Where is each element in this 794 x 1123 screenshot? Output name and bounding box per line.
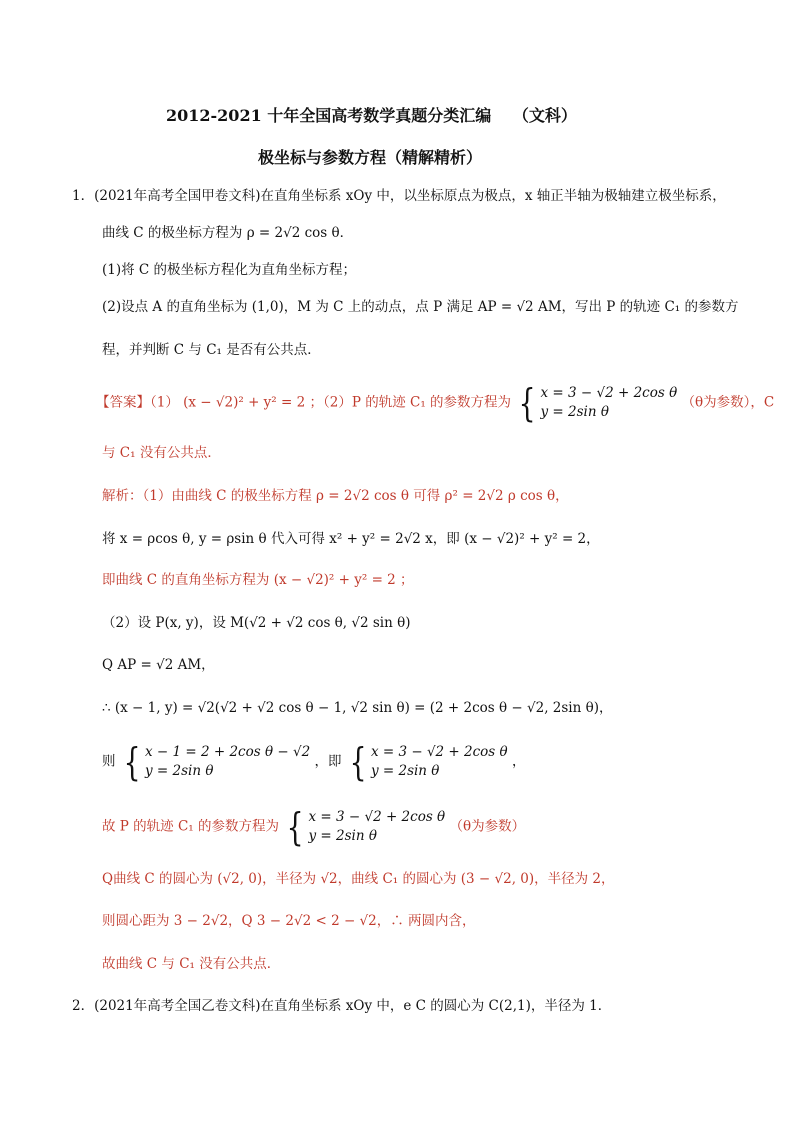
answer-line-2: 与 C₁ 没有公共点． [102, 445, 221, 461]
question-1-equation: 曲线 C 的极坐标方程为 ρ = 2√2 cos θ． [102, 225, 354, 241]
document-title: 2012-2021 十年全国高考数学真题分类汇编 （文科） [166, 106, 577, 125]
solution-line-7 [102, 740, 526, 784]
solution-line-6: ∴ (x − 1, y) = √2(√2 + √2 cos θ − 1, √2 sin θ) = (2 + 2cos θ − √2, 2sin θ)， [102, 700, 613, 716]
brace-icon: { [123, 740, 141, 784]
answer-suffix: （θ为参数），C [681, 394, 775, 411]
solution-line-4: （2）设 P(x, y)，设 M(√2 + √2 cos θ, √2 sin θ) [102, 615, 411, 631]
solution-8-system [283, 805, 446, 849]
document-subtitle: 极坐标与参数方程（精解精析） [258, 148, 483, 167]
answer-prefix: 【答案】（1） (x − √2)² + y² = 2 ；（2）P 的轨迹 C₁ 的参数方程为 [96, 394, 512, 411]
solution-7-system-a [120, 740, 311, 784]
answer-line [96, 381, 775, 425]
question-1-part-2: (2)设点 A 的直角坐标为 (1,0)，M 为 C 上的动点，点 P 满足 AP = √2 AM，写出 P 的轨迹 C₁ 的参数方 [102, 299, 739, 315]
question-1-part-1: (1)将 C 的极坐标方程化为直角坐标方程； [102, 262, 357, 278]
solution-line-10: 则圆心距为 3 − 2√2，Q 3 − 2√2 < 2 − √2，∴ 两圆内含， [102, 913, 476, 929]
answer-system-row-1: x = 3 − √2 + 2cos θ [540, 384, 678, 401]
solution-7-system-b [346, 740, 508, 784]
solution-line-3: 即曲线 C 的直角坐标方程为 (x − √2)² + y² = 2 ； [102, 572, 414, 588]
question-1-part-2-cont: 程，并判断 C 与 C₁ 是否有公共点． [102, 342, 321, 358]
solution-line-11: 故曲线 C 与 C₁ 没有公共点． [102, 956, 281, 972]
brace-icon: { [286, 805, 304, 849]
brace-icon: { [518, 381, 536, 425]
solution-8-row-2: y = 2sin θ [308, 828, 377, 844]
brace-icon: { [349, 740, 367, 784]
question-1-intro: 1．(2021年高考全国甲卷文科)在直角坐标系 xOy 中，以坐标原点为极点，x 轴正半轴为极轴建立极坐标系， [72, 188, 726, 204]
solution-8-lead: 故 P 的轨迹 C₁ 的参数方程为 [102, 818, 279, 835]
question-2-intro: 2．(2021年高考全国乙卷文科)在直角坐标系 xOy 中，e C 的圆心为 C(2,1)，半径为 1． [72, 998, 612, 1014]
solution-7-row-3: x = 3 − √2 + 2cos θ [370, 743, 508, 760]
solution-line-2: 将 x = ρcos θ, y = ρsin θ 代入可得 x² + y² = 2√2 x，即 (x − √2)² + y² = 2， [102, 531, 600, 547]
solution-7-mid: ，即 [314, 753, 342, 770]
solution-7-row-4: y = 2sin θ [370, 763, 440, 779]
solution-7-row-1: x − 1 = 2 + 2cos θ − √2 [144, 743, 311, 760]
solution-7-row-2: y = 2sin θ [144, 763, 214, 779]
solution-line-9: Q曲线 C 的圆心为 (√2, 0)，半径为 √2，曲线 C₁ 的圆心为 (3 − √2, 0)，半径为 2， [102, 871, 615, 887]
solution-7-lead: 则 [102, 753, 116, 770]
solution-line-5: Q AP = √2 AM， [102, 657, 215, 673]
solution-8-end: （θ为参数） [449, 818, 526, 835]
solution-line-1: 解析：（1）由曲线 C 的极坐标方程 ρ = 2√2 cos θ 可得 ρ² = 2√2 ρ cos θ， [102, 488, 569, 504]
solution-line-8 [102, 805, 526, 849]
solution-8-row-1: x = 3 − √2 + 2cos θ [308, 808, 446, 825]
answer-system-row-2: y = 2sin θ [540, 404, 609, 420]
solution-7-end: ， [511, 753, 526, 770]
answer-parametric-system [515, 381, 678, 425]
